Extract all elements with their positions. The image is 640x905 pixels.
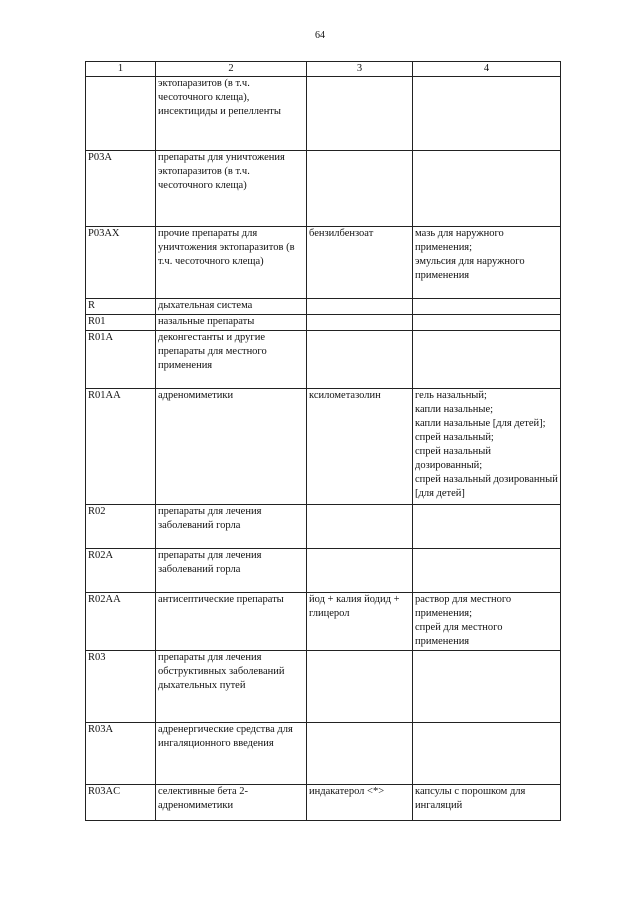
column-header-3: 3 — [307, 62, 413, 77]
dosage-forms-cell — [413, 389, 561, 505]
atc-code-cell: R01A — [86, 331, 156, 389]
column-header-1: 1 — [86, 62, 156, 77]
substance-name-cell: индакатерол <*> — [307, 785, 413, 821]
anatomical-therapeutic-group-cell: препараты для лечения обструктивных заболеваний дыхательных путей — [156, 651, 307, 723]
substance-name-cell — [307, 505, 413, 549]
dosage-forms-cell — [413, 505, 561, 549]
substance-name-cell: ксилометазолин — [307, 389, 413, 505]
dosage-form-item: спрей назальный; — [415, 432, 494, 443]
dosage-forms-cell — [413, 299, 561, 315]
atc-code-cell: R02A — [86, 549, 156, 593]
dosage-form-item: мазь для наружного применения; — [415, 228, 504, 253]
atc-code-cell: R — [86, 299, 156, 315]
dosage-forms-cell — [413, 315, 561, 331]
substance-name-cell: бензилбензоат — [307, 227, 413, 299]
substance-name-cell — [307, 299, 413, 315]
atc-code-cell — [86, 77, 156, 151]
dosage-form-item: спрей для местного применения — [415, 622, 503, 647]
table-row — [86, 651, 561, 723]
atc-code-cell: R01 — [86, 315, 156, 331]
table-row — [86, 549, 561, 593]
table-row — [86, 593, 561, 651]
dosage-form-item: спрей назальный дозированный; — [415, 446, 491, 471]
anatomical-therapeutic-group-cell: препараты для лечения заболеваний горла — [156, 549, 307, 593]
table-row — [86, 151, 561, 227]
dosage-forms-cell — [413, 77, 561, 151]
table-row — [86, 505, 561, 549]
atc-code-cell: P03A — [86, 151, 156, 227]
table-row — [86, 77, 561, 151]
dosage-forms-cell — [413, 651, 561, 723]
table-body — [86, 77, 561, 821]
anatomical-therapeutic-group-cell: дыхательная система — [156, 299, 307, 315]
atc-code-cell: R03 — [86, 651, 156, 723]
substance-name-cell — [307, 651, 413, 723]
substance-name-cell — [307, 549, 413, 593]
dosage-forms-cell — [413, 151, 561, 227]
column-header-2: 2 — [156, 62, 307, 77]
dosage-form-item: капсулы с порошком для ингаляций — [415, 786, 526, 811]
dosage-form-item: капли назальные; — [415, 404, 494, 415]
dosage-forms-cell — [413, 227, 561, 299]
dosage-forms-cell — [413, 331, 561, 389]
anatomical-therapeutic-group-cell: селективные бета 2-адреномиметики — [156, 785, 307, 821]
dosage-form-item: эмульсия для наружного применения — [415, 256, 525, 281]
dosage-form-item: спрей назальный дозированный [для детей] — [415, 474, 558, 499]
atc-code-cell: R01AA — [86, 389, 156, 505]
table-row — [86, 723, 561, 785]
atc-code-cell: R03AC — [86, 785, 156, 821]
page-number: 64 — [315, 30, 325, 41]
dosage-forms-cell — [413, 723, 561, 785]
substance-name-cell — [307, 151, 413, 227]
dosage-form-item: раствор для местного применения; — [415, 594, 512, 619]
anatomical-therapeutic-group-cell: антисептические препараты — [156, 593, 307, 651]
table-row — [86, 389, 561, 505]
anatomical-therapeutic-group-cell: адреномиметики — [156, 389, 307, 505]
table-row — [86, 331, 561, 389]
substance-name-cell — [307, 723, 413, 785]
table-row — [86, 227, 561, 299]
atc-code-cell: R03A — [86, 723, 156, 785]
dosage-form-item: капли назальные [для детей]; — [415, 418, 546, 429]
anatomical-therapeutic-group-cell: адренергические средства для ингаляционного введения — [156, 723, 307, 785]
atc-code-cell: P03AX — [86, 227, 156, 299]
table-row — [86, 299, 561, 315]
column-header-4: 4 — [413, 62, 561, 77]
substance-name-cell: йод + калия йодид + глицерол — [307, 593, 413, 651]
substance-name-cell — [307, 331, 413, 389]
dosage-form-item: гель назальный; — [415, 390, 487, 401]
anatomical-therapeutic-group-cell: препараты для уничтожения эктопаразитов (в т.ч. чесоточного клеща) — [156, 151, 307, 227]
table-header-row — [86, 62, 561, 77]
anatomical-therapeutic-group-cell: эктопаразитов (в т.ч. чесоточного клеща), инсектициды и репелленты — [156, 77, 307, 151]
drug-classification-table — [85, 61, 561, 821]
table-row — [86, 785, 561, 821]
anatomical-therapeutic-group-cell: назальные препараты — [156, 315, 307, 331]
substance-name-cell — [307, 77, 413, 151]
atc-code-cell: R02 — [86, 505, 156, 549]
dosage-forms-cell — [413, 785, 561, 821]
table-row — [86, 315, 561, 331]
dosage-forms-cell — [413, 593, 561, 651]
anatomical-therapeutic-group-cell: прочие препараты для уничтожения эктопаразитов (в т.ч. чесоточного клеща) — [156, 227, 307, 299]
substance-name-cell — [307, 315, 413, 331]
anatomical-therapeutic-group-cell: препараты для лечения заболеваний горла — [156, 505, 307, 549]
atc-code-cell: R02AA — [86, 593, 156, 651]
anatomical-therapeutic-group-cell: деконгестанты и другие препараты для местного применения — [156, 331, 307, 389]
dosage-forms-cell — [413, 549, 561, 593]
